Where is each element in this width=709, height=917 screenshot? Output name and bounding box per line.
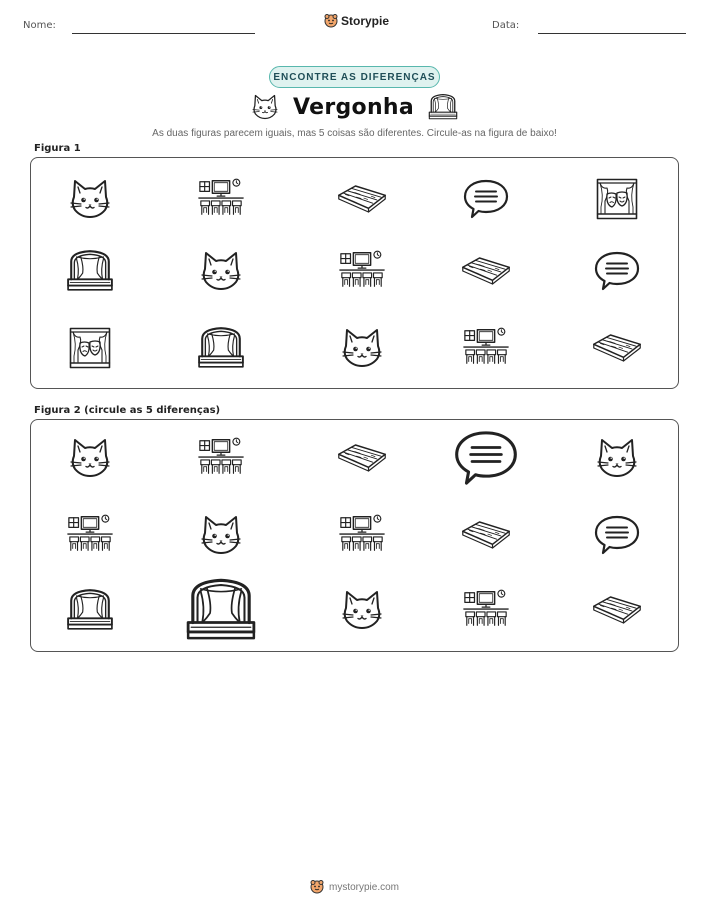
storypie-mascot-icon — [310, 880, 324, 894]
stage-icon — [428, 92, 458, 122]
wood-panel-icon — [336, 183, 388, 215]
footer-site: mystorypie.com — [328, 881, 399, 893]
cat-face-icon[interactable] — [595, 436, 639, 480]
classroom-icon — [462, 326, 510, 370]
wood-panel-icon — [460, 255, 512, 287]
wood-panel-icon — [591, 332, 643, 364]
figure1-label: Figura 1 — [34, 143, 81, 154]
brand-name: Storypie — [341, 14, 390, 28]
page-title: Vergonha — [292, 94, 415, 120]
figure1-panel — [30, 157, 679, 389]
theater-masks-icon — [68, 326, 112, 370]
activity-badge: ENCONTRE AS DIFERENÇAS — [269, 66, 440, 88]
brand-logo — [324, 14, 389, 28]
instructions: As duas figuras parecem iguais, mas 5 coisas são diferentes. Circule-as na figura de baixo! — [152, 128, 557, 139]
date-line[interactable] — [538, 33, 686, 34]
stage-icon — [197, 325, 245, 371]
cat-face-icon — [251, 93, 279, 121]
theater-masks-icon — [595, 177, 639, 221]
classroom-icon — [338, 249, 386, 293]
footer — [0, 880, 709, 894]
name-line[interactable] — [72, 33, 255, 34]
figure2-label: Figura 2 (circule as 5 diferenças) — [34, 405, 221, 416]
stage-icon[interactable] — [66, 587, 114, 633]
stage-icon[interactable] — [185, 576, 257, 645]
storypie-mascot-icon — [324, 14, 338, 28]
figure2-panel[interactable] — [30, 419, 679, 652]
cat-face-icon — [68, 177, 112, 221]
wood-panel-icon[interactable] — [460, 519, 512, 551]
classroom-icon[interactable] — [338, 513, 386, 557]
speech-bubble-icon[interactable] — [453, 429, 520, 488]
cat-face-icon — [199, 249, 243, 293]
name-label: Nome: — [23, 20, 56, 31]
cat-face-icon[interactable] — [199, 513, 243, 557]
cat-face-icon[interactable] — [340, 588, 384, 632]
stage-icon — [66, 248, 114, 294]
cat-face-icon[interactable] — [68, 436, 112, 480]
cat-face-icon — [340, 326, 384, 370]
speech-bubble-icon[interactable] — [593, 514, 641, 556]
wood-panel-icon[interactable] — [591, 594, 643, 626]
title-row — [0, 92, 709, 122]
classroom-icon[interactable] — [197, 436, 245, 480]
classroom-icon[interactable] — [66, 513, 114, 557]
date-label: Data: — [492, 20, 520, 31]
classroom-icon[interactable] — [462, 588, 510, 632]
wood-panel-icon[interactable] — [336, 442, 388, 474]
speech-bubble-icon — [462, 178, 510, 220]
classroom-icon — [197, 177, 245, 221]
speech-bubble-icon — [593, 250, 641, 292]
